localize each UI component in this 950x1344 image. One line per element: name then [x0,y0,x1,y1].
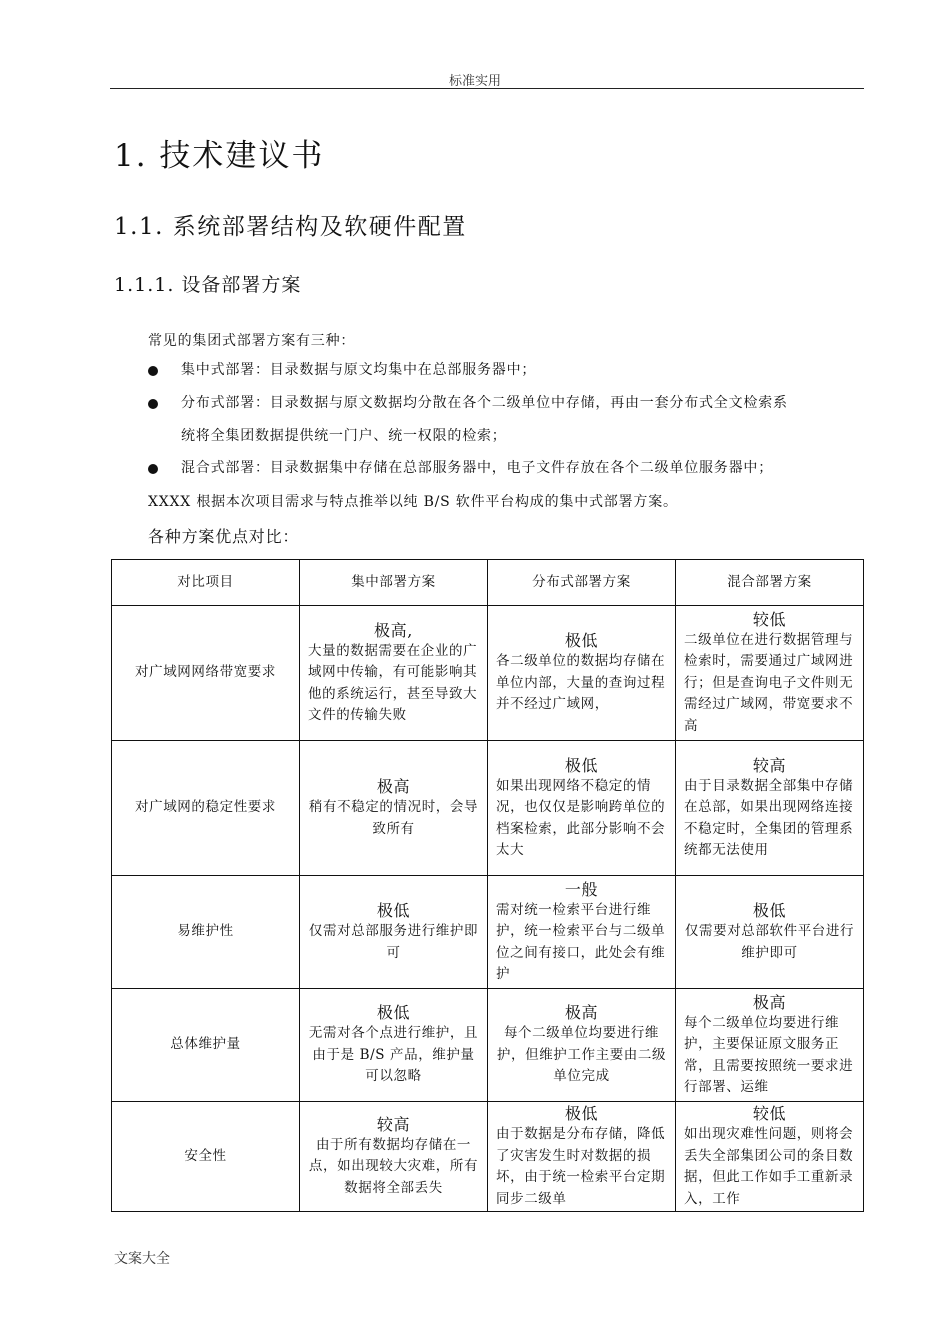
table-cell [676,1102,864,1212]
rating-text: 极高, [374,620,413,640]
table-header-row [112,560,864,606]
cell-description: 如果出现网络不稳定的情况，也仅仅是影响跨单位的档案检索，此部分影响不会太大 [496,777,666,858]
comparison-table [111,559,864,1212]
bullet-item [148,354,863,387]
cell-description: 仅需对总部服务进行维护即可 [308,923,479,961]
recommendation-paragraph: XXXX 根据本次项目需求与特点推举以纯 B/S 软件平台构成的集中式部署方案。 [148,494,678,510]
cell-description: 由于目录数据全部集中存储在总部，如果出现网络连接不稳定时，全集团的管理系统都无法使用 [684,777,854,858]
table-cell [300,1102,488,1212]
table-row [112,1102,864,1212]
page-header: 标准实用 [448,74,501,89]
header-rule [110,88,864,89]
table-cell [676,606,864,741]
cell-description: 由于所有数据均存储在一点，如出现较大灾难，所有数据将全部丢失 [308,1136,479,1196]
rating-text: 极低 [376,1003,411,1023]
table-row [112,989,864,1102]
bullet-text: 混合式部署：目录数据集中存储在总部服务器中，电子文件存放在各个二级单位服务器中； [181,460,773,476]
rating-text: 极低 [376,901,411,920]
rating-text: 较高 [752,755,787,775]
cell-description: 需对统一检索平台进行维护，统一检索平台与二级单位之间有接口，此处会有维护 [496,901,666,982]
rating-text: 极低 [564,631,599,651]
rating-text: 较高 [376,1114,411,1134]
table-cell [300,876,488,989]
rating-text: 极高 [564,1003,599,1023]
column-header: 对比项目 [112,560,300,606]
column-header: 分布式部署方案 [488,560,676,606]
row-item-label: 总体维护量 [112,989,300,1102]
cell-description: 由于数据是分布存储，降低了灾害发生时对数据的损坏，由于统一检索平台定期同步二级单 [496,1126,666,1207]
rating-text: 极高 [752,992,787,1012]
table-cell [676,741,864,876]
table-row [112,606,864,741]
table-cell [300,606,488,741]
rating-text: 极低 [752,901,787,920]
cell-description: 大量的数据需要在企业的广域网中传输，有可能影响其他的系统运行，甚至导致大文件的传输失败 [308,642,478,723]
row-item-label: 对广域网的稳定性要求 [112,741,300,876]
heading-3: 1.1.1. 设备部署方案 [114,274,302,296]
heading-2: 1.1. 系统部署结构及软硬件配置 [114,214,467,240]
column-header: 集中部署方案 [300,560,488,606]
rating-text: 极低 [564,1104,599,1123]
table-cell [676,876,864,989]
rating-text: 较低 [752,609,787,629]
table-row [112,876,864,989]
row-item-label: 安全性 [112,1102,300,1212]
cell-description: 二级单位在进行数据管理与检索时，需要通过广域网进行；但是查询电子文件则无需经过广域网，带宽要求不高 [684,631,854,734]
table-cell [488,1102,676,1212]
bullet-text-continued: 统将全集团数据提供统一门户、统一权限的检索； [181,428,507,444]
row-item-label: 对广域网网络带宽要求 [112,606,300,741]
bullet-item [148,452,863,485]
cell-description: 稍有不稳定的情况时，会导致所有 [308,799,479,837]
cell-description: 每个二级单位均要进行维护，主要保证原文服务正常，且需要按照统一要求进行部署、运维 [684,1014,854,1095]
bullet-text: 分布式部署：目录数据与原文数据均分散在各个二级单位中存储，再由一套分布式全文检索系 [181,395,788,411]
cell-description: 无需对各个点进行维护，且由于是 B/S 产品，维护量可以忽略 [308,1025,479,1085]
table-cell [300,741,488,876]
row-item-label: 易维护性 [112,876,300,989]
cell-description: 如出现灾难性问题，则将会丢失全部集团公司的条目数据，但此工作如手工重新录入，工作 [684,1126,854,1207]
rating-text: 极低 [564,755,599,775]
heading-1: 1. 技术建议书 [114,138,325,174]
bullet-dot-icon [148,464,158,474]
cell-description: 仅需要对总部软件平台进行维护即可 [684,923,855,961]
column-header: 混合部署方案 [676,560,864,606]
table-cell [488,606,676,741]
bullet-text: 集中式部署：目录数据与原文均集中在总部服务器中； [181,362,537,378]
cell-description: 每个二级单位均要进行维护，但维护工作主要由二级单位完成 [496,1025,667,1085]
bullet-dot-icon [148,366,158,376]
page-footer: 文案大全 [114,1251,170,1267]
rating-text: 较低 [752,1104,787,1123]
table-row [112,741,864,876]
table-cell [300,989,488,1102]
bullet-dot-icon [148,399,158,409]
table-cell [676,989,864,1102]
bullet-item [148,387,863,453]
cell-description: 各二级单位的数据均存储在单位内部，大量的查询过程并不经过广域网， [496,653,666,713]
intro-paragraph: 常见的集团式部署方案有三种： [148,333,356,349]
rating-text: 极高 [376,777,411,796]
table-cell [488,741,676,876]
table-cell [488,989,676,1102]
table-cell [488,876,676,989]
compare-intro: 各种方案优点对比： [148,527,300,546]
rating-text: 一般 [564,879,599,899]
